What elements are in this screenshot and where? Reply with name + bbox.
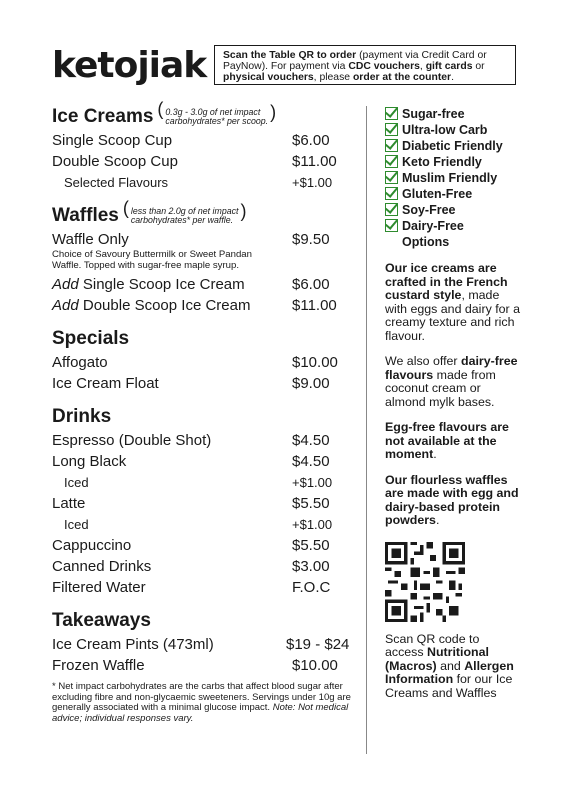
brand-logo: ketojiak <box>52 45 207 86</box>
notice-text: physical vouchers <box>223 72 314 83</box>
item-name: Cappuccino <box>52 537 132 554</box>
item-price: $6.00 <box>292 132 330 149</box>
para-bold: Our ice creams are crafted in the French custard style <box>385 261 508 302</box>
item-price: F.O.C <box>292 579 331 596</box>
feature-check <box>385 154 520 170</box>
item-price: $6.00 <box>292 276 330 293</box>
item-name: Single Scoop Cup <box>52 132 173 149</box>
notice-text: or <box>472 61 485 72</box>
add-word: Add <box>52 276 79 293</box>
note-line: carbohydrates* per scoop. <box>165 116 269 126</box>
item-price: $5.50 <box>292 537 330 554</box>
notice-text: , please <box>313 72 353 83</box>
info-column <box>385 106 520 700</box>
item-price: +$1.00 <box>292 175 333 190</box>
info-paragraph <box>385 421 520 462</box>
menu-column <box>52 106 352 724</box>
item-price: $10.00 <box>292 354 338 371</box>
ordering-notice <box>214 45 516 85</box>
notice-text: gift cards <box>425 61 473 72</box>
item-name: Single Scoop Ice Cream <box>78 276 245 293</box>
item-price: +$1.00 <box>292 517 333 532</box>
para-text: . <box>435 513 440 527</box>
feature-check <box>385 138 520 154</box>
feature-check <box>385 170 520 186</box>
item-name: Waffle Only <box>52 231 129 248</box>
menu-item <box>52 493 352 514</box>
feature-label: Muslim Friendly <box>402 171 498 185</box>
note-line: 0.3g - 3.0g of net impact <box>165 107 261 117</box>
item-name: Double Scoop Cup <box>52 153 178 170</box>
section-title: Ice Creams <box>52 106 154 127</box>
section-title: Takeaways <box>52 610 151 631</box>
item-name: Iced <box>64 475 89 490</box>
notice-text: . <box>451 72 454 83</box>
para-text: . <box>433 447 437 461</box>
item-name: Latte <box>52 495 86 512</box>
notice-text: order at the counter <box>352 72 452 83</box>
footnote <box>52 682 352 724</box>
menu-item <box>52 634 352 655</box>
checkbox-icon <box>385 203 398 216</box>
notice-text: Scan the Table QR to order <box>223 50 357 61</box>
qr-bold: Nutritional (Macros) <box>385 645 489 673</box>
para-text: We also offer <box>385 354 461 368</box>
section-title: Drinks <box>52 406 112 427</box>
section-title: Specials <box>52 328 130 349</box>
item-name: Ice Cream Pints (473ml) <box>52 636 214 653</box>
drinks-section <box>52 406 352 598</box>
checkbox-icon <box>385 155 398 168</box>
checkbox-icon <box>385 171 398 184</box>
item-name: Frozen Waffle <box>52 657 145 674</box>
feature-label: Soy-Free <box>402 203 456 217</box>
note-line: less than 2.0g of net impact <box>130 206 239 216</box>
feature-label: Keto Friendly <box>402 155 482 169</box>
item-price: +$1.00 <box>292 475 333 490</box>
menu-subitem <box>52 172 352 193</box>
item-name: Long Black <box>52 453 127 470</box>
item-price: $4.50 <box>292 453 330 470</box>
item-name: Espresso (Double Shot) <box>52 432 212 449</box>
menu-item <box>52 274 352 295</box>
para-bold: dairy-free flavours <box>385 354 518 382</box>
menu-item <box>52 535 352 556</box>
footnote-note: Note: Not medical advice; individual responses vary. <box>52 702 349 724</box>
feature-label: Diabetic Friendly <box>402 139 503 153</box>
item-price: $9.00 <box>292 375 330 392</box>
item-name: Canned Drinks <box>52 558 152 575</box>
footnote-text: * Net impact carbohydrates are the carbs that affect blood sugar after excluding fibre and non-glycaemic sweeteners. Servings under 10g are generally associated with a minimal glucose impact. <box>52 681 351 714</box>
menu-item <box>52 577 352 598</box>
qr-caption <box>385 633 520 701</box>
item-name: Ice Cream Float <box>52 375 159 392</box>
feature-check <box>385 122 520 138</box>
waffles-section <box>52 205 352 316</box>
item-name: Selected Flavours <box>64 175 169 190</box>
notice-text: , <box>419 61 426 72</box>
takeaways-section <box>52 610 352 676</box>
para-text: , made with eggs and dairy for a creamy texture and rich flavour. <box>385 288 520 343</box>
feature-label: Ultra-low Carb <box>402 123 488 137</box>
info-paragraph <box>385 474 520 528</box>
checkbox-icon <box>385 139 398 152</box>
menu-item <box>52 295 352 316</box>
menu-item <box>52 655 352 676</box>
item-name: Affogato <box>52 354 108 371</box>
menu-item <box>52 151 352 172</box>
checkbox-icon <box>385 123 398 136</box>
qr-bold: Allergen Information <box>385 658 514 686</box>
item-price: $9.50 <box>292 231 330 248</box>
menu-item <box>52 229 352 250</box>
notice-text: CDC vouchers <box>348 61 420 72</box>
menu-subitem <box>52 514 352 535</box>
feature-check <box>385 186 520 202</box>
checkbox-icon <box>385 219 398 232</box>
menu-item <box>52 451 352 472</box>
feature-label: Sugar-free <box>402 107 465 121</box>
notice-text: (payment via Credit Card or PayNow). For payment via <box>223 50 487 72</box>
feature-label: Dairy-Free Options <box>402 219 464 249</box>
section-note <box>157 108 276 126</box>
qr-text: for our Ice Creams and Waffles <box>385 672 513 700</box>
menu-item <box>52 130 352 151</box>
item-name: Double Scoop Ice Cream <box>78 297 251 314</box>
para-bold: Our flourless waffles are made with egg and dairy-based protein powders <box>385 472 519 527</box>
item-price: $10.00 <box>292 657 338 674</box>
item-price: $4.50 <box>292 432 330 449</box>
menu-item <box>52 556 352 577</box>
item-price: $5.50 <box>292 495 330 512</box>
section-title: Waffles <box>52 205 119 226</box>
checkbox-icon <box>385 107 398 120</box>
checkbox-icon <box>385 187 398 200</box>
feature-check <box>385 106 520 122</box>
info-paragraph <box>385 262 520 343</box>
info-paragraph <box>385 355 520 409</box>
para-text: made from coconut cream or almond mylk bases. <box>385 367 496 409</box>
menu-subitem <box>52 472 352 493</box>
menu-item <box>52 373 352 394</box>
item-name: Iced <box>64 517 89 532</box>
section-note <box>123 207 247 225</box>
feature-label: Gluten-Free <box>402 187 473 201</box>
feature-check <box>385 202 520 218</box>
para-bold: Egg-free flavours are not available at the moment <box>385 420 509 461</box>
menu-item <box>52 430 352 451</box>
column-divider <box>366 106 367 754</box>
menu-item <box>52 352 352 373</box>
ice-creams-section <box>52 106 352 193</box>
item-price: $3.00 <box>292 558 330 575</box>
item-price: $11.00 <box>292 153 337 170</box>
item-description: Choice of Savoury Buttermilk or Sweet Pandan Waffle. Topped with sugar-free maple syrup. <box>52 249 252 271</box>
qr-text: and <box>436 658 465 673</box>
add-word: Add <box>52 297 79 314</box>
specials-section <box>52 328 352 394</box>
qr-text: Scan QR code to access <box>385 631 480 659</box>
feature-check <box>385 218 485 250</box>
note-line: carbohydrates* per waffle. <box>130 215 234 225</box>
item-price: $11.00 <box>292 297 337 314</box>
item-price: $19 - $24 <box>286 636 350 653</box>
item-name: Filtered Water <box>52 579 146 596</box>
qr-code-icon[interactable] <box>385 542 465 622</box>
